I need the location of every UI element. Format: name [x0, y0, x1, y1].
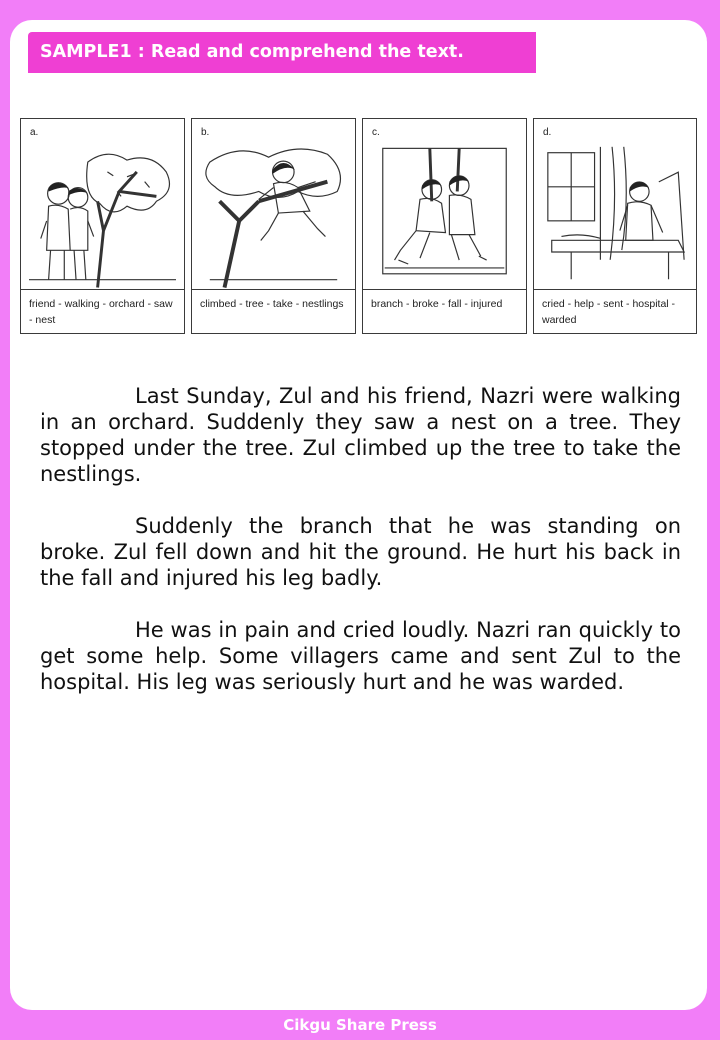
picture-panel-c — [362, 118, 527, 334]
panel-illustration — [371, 141, 518, 289]
story-paragraph-3: He was in pain and cried loudly. Nazri ran quickly to get some help. Some villagers came and sent Zul to the hospital. His leg was seriously hurt and he was warded. — [40, 618, 681, 694]
panel-letter: a. — [30, 127, 39, 138]
story-paragraph-2: Suddenly the branch that he was standing on broke. Zul fell down and hit the ground. He hurt his back in the fall and injured his leg badly. — [40, 514, 681, 590]
panel-letter: d. — [543, 127, 552, 138]
boy-climbing-tree-icon — [200, 141, 347, 289]
boy-fallen-friend-helping-icon — [371, 141, 518, 289]
picture-panel-b — [191, 118, 356, 334]
panel-illustration — [542, 141, 688, 289]
panel-illustration — [29, 141, 176, 289]
picture-panel-a — [20, 118, 185, 334]
title-banner: SAMPLE1 : Read and comprehend the text. — [28, 32, 536, 73]
panel-letter: c. — [372, 127, 380, 138]
panel-caption: climbed - tree - take - nestlings — [192, 289, 355, 333]
panel-caption: friend - walking - orchard - saw - nest — [21, 289, 184, 333]
picture-panel-d — [533, 118, 697, 334]
story-text — [40, 383, 681, 721]
two-boys-walking-under-tree-icon — [29, 141, 176, 289]
panel-caption: branch - broke - fall - injured — [363, 289, 526, 333]
boy-in-hospital-bed-icon — [542, 141, 688, 289]
story-paragraph-1: Last Sunday, Zul and his friend, Nazri were walking in an orchard. Suddenly they saw a nest on a tree. They stopped under the tree. Zul climbed up the tree to take the nestlings. — [40, 384, 681, 486]
panel-caption: cried - help - sent - hospital - warded — [534, 289, 696, 333]
panel-illustration — [200, 141, 347, 289]
footer-credit: Cikgu Share Press — [283, 1016, 437, 1034]
panel-letter: b. — [201, 127, 210, 138]
